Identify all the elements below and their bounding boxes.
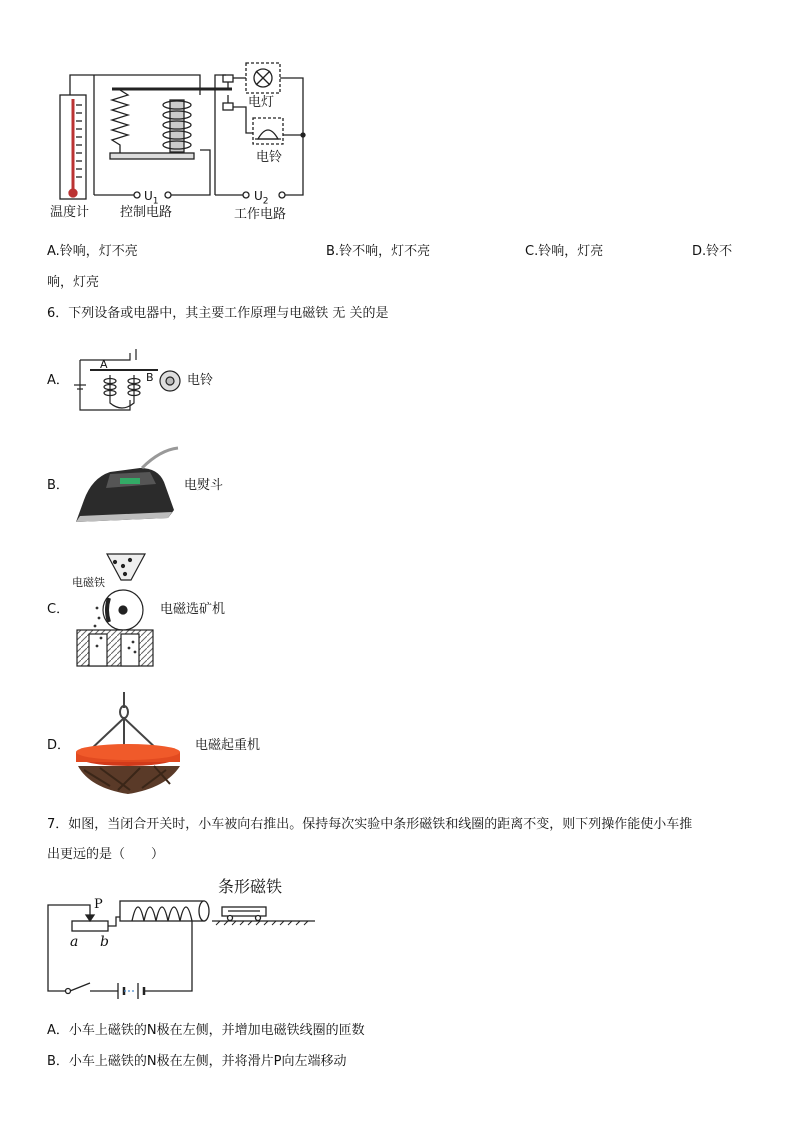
q6-option-b-label: 电熨斗 xyxy=(184,478,224,493)
q5-option-d-continued: 响，灯亮 xyxy=(47,275,100,290)
bell-fig-b-label: B xyxy=(146,371,154,384)
ore-separator-magnet-label: 电磁铁 xyxy=(72,576,105,589)
q5-option-a[interactable]: A.铃响，灯不亮 xyxy=(47,244,138,259)
alarm-circuit-figure xyxy=(40,55,330,230)
ore-separator-figure xyxy=(75,552,157,670)
q5-option-d[interactable]: D.铃不 xyxy=(692,244,733,259)
u2-label: $U_2$ xyxy=(254,189,269,207)
bell-fig-a-label: A xyxy=(100,358,108,371)
slider-p-label: P xyxy=(94,897,103,912)
electromagnet-crane-figure xyxy=(70,690,192,800)
q6-option-a-letter[interactable]: A． xyxy=(47,373,69,388)
thermometer-label: 温度计 xyxy=(50,205,90,220)
rheostat-end-a: a xyxy=(70,934,79,950)
bell-label: 电铃 xyxy=(256,150,283,165)
q7-option-a[interactable]: A．小车上磁铁的N极在左侧，并增加电磁铁线圈的匝数 xyxy=(47,1023,365,1038)
u1-label: $U_1$ xyxy=(144,189,159,207)
electric-iron-figure xyxy=(70,438,185,530)
lamp-label: 电灯 xyxy=(248,95,275,110)
q6-stem: 6．下列设备或电器中，其主要工作原理与电磁铁 无 关的是 xyxy=(47,306,389,321)
control-circuit-label: 控制电路 xyxy=(120,205,173,220)
electric-bell-figure xyxy=(70,345,188,420)
q6-option-c-label: 电磁选矿机 xyxy=(160,602,226,617)
q7-stem-line1: 7．如图，当闭合开关时，小车被向右推出。保持每次实验中条形磁铁和线圈的距离不变，则下列操作能使小车推 xyxy=(47,817,693,832)
solenoid-car-figure xyxy=(40,895,325,1005)
q5-option-b[interactable]: B.铃不响，灯不亮 xyxy=(326,244,431,259)
q7-option-b[interactable]: B．小车上磁铁的N极在左侧，并将滑片P向左端移动 xyxy=(47,1054,347,1069)
q5-option-c[interactable]: C.铃响，灯亮 xyxy=(525,244,604,259)
rheostat-end-b: b xyxy=(100,934,109,950)
bar-magnet-label: 条形磁铁 xyxy=(218,877,283,896)
q6-option-d-letter[interactable]: D． xyxy=(47,738,71,753)
q6-option-c-letter[interactable]: C． xyxy=(47,602,70,617)
q7-stem-line2: 出更远的是（ ） xyxy=(47,847,165,862)
q6-option-b-letter[interactable]: B． xyxy=(47,478,69,493)
q6-option-d-label: 电磁起重机 xyxy=(195,738,261,753)
q6-option-a-label: 电铃 xyxy=(187,373,214,388)
work-circuit-label: 工作电路 xyxy=(234,207,287,222)
